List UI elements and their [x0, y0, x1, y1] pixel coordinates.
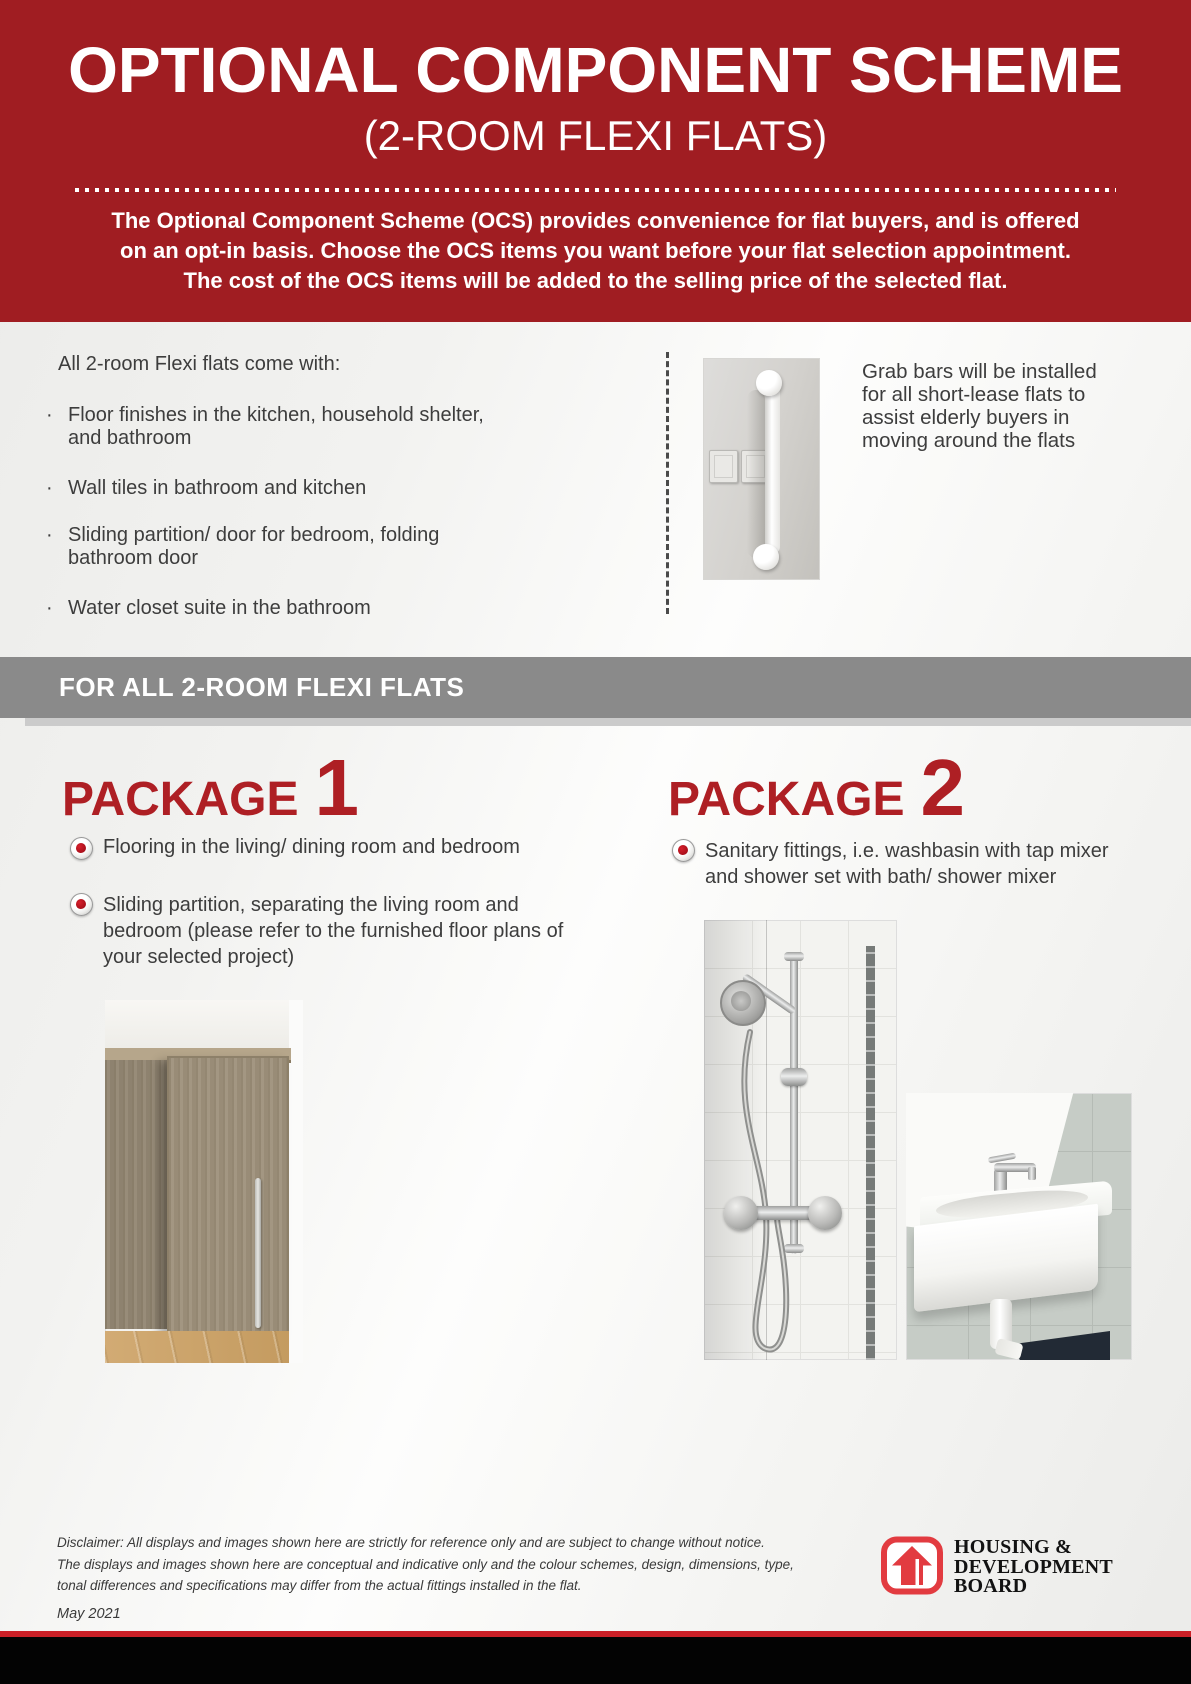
hdb-logo-icon [880, 1536, 944, 1595]
package-item-text [103, 836, 520, 860]
disclaimer-line: tonal differences and specifications may differ from the actual fittings installed in the flat. [57, 1578, 582, 1593]
bullet-dot-icon: · [46, 404, 53, 426]
grab-note-line: assist elderly buyers in [862, 406, 1070, 429]
included-item-text [68, 477, 366, 500]
hdb-logo [880, 1536, 1113, 1597]
floor-shadow [1014, 1331, 1110, 1360]
dashed-separator [75, 188, 1116, 192]
intro-line: The cost of the OCS items will be added to the selling price of the selected flat. [183, 268, 1008, 293]
included-item-line: Water closet suite in the bathroom [68, 597, 371, 619]
included-item-line: bathroom door [68, 547, 199, 569]
grab-note-line: Grab bars will be installed [862, 360, 1097, 383]
included-item-text [68, 404, 484, 450]
package-word: PACKAGE [668, 773, 905, 826]
package-item-line: Sanitary fittings, i.e. washbasin with tap mixer [705, 840, 1109, 862]
included-item-text [68, 524, 439, 570]
intro-paragraph [0, 206, 1191, 296]
disclaimer-line: The displays and images shown here are conceptual and indicative only and the colour schemes, design, dimensions, type, [57, 1556, 794, 1572]
radio-bullet-icon [70, 893, 93, 916]
grab-bar-mount [753, 544, 779, 570]
included-item-line: Wall tiles in bathroom and kitchen [68, 477, 367, 499]
included-item [46, 524, 439, 570]
package-item-line: Flooring in the living/ dining room and bedroom [103, 836, 520, 858]
included-item [46, 404, 484, 450]
footer-black-bar [0, 1637, 1191, 1684]
included-item-line: Floor finishes in the kitchen, household shelter, [68, 404, 484, 426]
wood-floor [105, 1331, 289, 1363]
package-1-heading [62, 742, 359, 834]
washbasin-photo [906, 1093, 1132, 1360]
section-banner-shadow [25, 718, 1191, 726]
bullet-dot-icon: · [46, 477, 53, 499]
intro-line: The Optional Component Scheme (OCS) provides convenience for flat buyers, and is offered [111, 208, 1080, 233]
disclaimer-line: Disclaimer: All displays and images shown here are strictly for reference only and are subject to change without notice. [57, 1535, 765, 1550]
waste-pipe-bend [994, 1338, 1023, 1360]
hdb-logo-line: DEVELOPMENT [954, 1555, 1113, 1578]
included-item-line: Sliding partition/ door for bedroom, folding [68, 524, 440, 546]
hdb-logo-line: HOUSING & [954, 1536, 1072, 1558]
grab-note-line: moving around the flats [862, 429, 1076, 452]
bullet-dot-icon: · [46, 597, 53, 619]
shower-hose [704, 920, 897, 1360]
included-item-line: and bathroom [68, 427, 192, 449]
grab-bar [765, 384, 780, 554]
shower-set-photo [704, 920, 897, 1360]
package-item-line: your selected project) [103, 946, 295, 968]
package-2-item [672, 838, 1109, 890]
grab-bar-shadow [747, 390, 765, 558]
page-subtitle: (2-ROOM FLEXI FLATS) [363, 112, 828, 159]
package-1-item [70, 836, 520, 860]
radio-bullet-icon [672, 839, 695, 862]
section-banner [0, 657, 1191, 718]
package-2-heading [668, 742, 965, 834]
page-title: OPTIONAL COMPONENT SCHEME [68, 34, 1123, 106]
included-item-text [68, 597, 371, 620]
grab-bar-photo [703, 358, 820, 580]
package-1-item [70, 892, 563, 970]
included-item [46, 597, 371, 620]
radio-bullet-icon [70, 837, 93, 860]
hdb-logo-line: BOARD [954, 1575, 1028, 1597]
package-item-text [705, 838, 1109, 890]
door-handle [255, 1178, 261, 1328]
package-item-text [103, 892, 563, 970]
light-switch [709, 450, 738, 483]
wall [289, 1000, 303, 1363]
package-item-line: and shower set with bath/ shower mixer [705, 866, 1057, 888]
sliding-partition-photo [105, 1000, 303, 1363]
bullet-dot-icon: · [46, 524, 53, 546]
header-band [0, 0, 1191, 322]
section-banner-label: FOR ALL 2-ROOM FLEXI FLATS [59, 672, 465, 702]
disclaimer [57, 1532, 794, 1597]
package-number: 2 [920, 743, 965, 832]
publication-date: May 2021 [57, 1606, 121, 1622]
dashed-vertical-divider [666, 352, 669, 614]
included-heading: All 2-room Flexi flats come with: [58, 353, 341, 375]
intro-line: on an opt-in basis. Choose the OCS items you want before your flat selection appointment. [120, 238, 1071, 263]
grab-bar-mount [756, 370, 782, 396]
grab-note-line: for all short-lease flats to [862, 383, 1086, 406]
package-number: 1 [314, 743, 359, 832]
hdb-logo-text [954, 1538, 1113, 1597]
package-word: PACKAGE [62, 773, 299, 826]
package-item-line: bedroom (please refer to the furnished floor plans of [103, 920, 564, 942]
tap-spout-tip [1028, 1167, 1036, 1180]
package-item-line: Sliding partition, separating the living room and [103, 894, 519, 916]
door-panel-front [167, 1056, 289, 1335]
included-item [46, 477, 366, 500]
mixer-handle [808, 1196, 842, 1230]
mixer-handle [724, 1196, 758, 1230]
grab-bar-note [862, 360, 1097, 452]
